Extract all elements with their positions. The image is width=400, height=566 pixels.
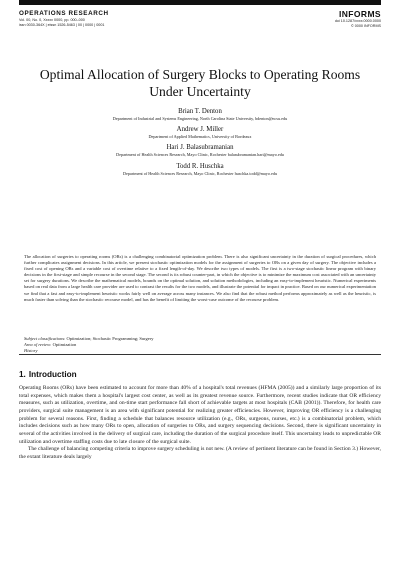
author-block: [20, 108, 380, 121]
area-of-review: Area of review: Optimization: [24, 342, 77, 348]
header-rule: [19, 0, 381, 5]
publisher-logo: INFORMS: [339, 9, 381, 19]
meta-value: Optimization: [52, 342, 77, 348]
header-right: [231, 10, 381, 29]
author-name: Andrew J. Miller: [176, 126, 224, 134]
body-paragraph: Operating Rooms (ORs) have been estimated to account for more than 40% of a hospital's total revenues (HFMA (2005)) and a similarly large proportion of its total expenses, which makes them a hospital's largest cost center, as well as its greatest revenue source. Furthermore, recent studies indicate that OR efficiency measures, such as utilization, overtime, and on-time start performance fall short of achievable targets at most hospitals (CAB (2001)). Therefore, for health care providers, surgical suite management is an area with significant potential for realizing greater efficiencies. However, improving OR efficiency is a challenging problem for several reasons. First, finding a schedule that balances resource utilization (e.g., ORs, surgeons, nurses, etc.) is a combinatorial problem, which includes decisions such as how many ORs to open, allocation of surgeries to ORs, and surgery sequencing decisions. Second, there is significant uncertainty in several of the activities involved in the delivery of surgical care, including the duration of the surgical procedure itself. This uncertainty leads to unpredictable OR utilization and overtime staffing costs due to late closure of the surgical suite.: [19, 385, 381, 445]
section-body: [19, 385, 381, 462]
journal-header: [19, 0, 381, 44]
header-left: [19, 10, 239, 28]
meta-value: Optimization; Stochastic Programming; Surgery: [66, 336, 154, 341]
abstract-text: The allocation of surgeries to operating rooms (ORs) is a challenging combinatorial optimization problem. There is also significant uncertainty in the duration of surgical procedures, which further complicates assignment decisions. In this article, we present stochastic optimization models for the assignment of surgeries to ORs on a given day of surgery. The objective includes a fixed cost of opening ORs and a variable cost of overtime relative to a fixed length-of-day. We describe two types of models. The first is a two-stage stochastic linear program with binary decisions in the first-stage and simple recourse in the second stage. The second is its robust counter-part, in which the objective is to minimize the maximum cost associated with an uncertainty set for surgery durations. We describe the mathematical models, bounds on the optimal solution, and solution methodologies, including an easy-to-implement heuristic. Numerical experiments based on real data from a large health care provider are used to contrast the results for the two models, and illustrate the potential for impact in practice. Based on our numerical experimentation we find that a fast and easy-to-implement heuristic works fairly well on average across many instances. We also find that the robust method performs approximately as well as the heuristic, is much faster than solving than the stochastic recourse model, and has the benefit of limiting the worst-case outcome of the recourse problem.: [24, 254, 376, 302]
section-heading: [19, 370, 77, 380]
subject-classifications: Subject classifications: Optimization; Stochastic Programming; Surgery: [24, 336, 154, 341]
author-affiliation: Department of Applied Mathematics, University of Bordeaux: [148, 134, 252, 140]
volume-line: Vol. 00, No. 0, Xxxxx 0000, pp. 000–000: [19, 18, 85, 22]
article-metadata: [24, 336, 376, 354]
author-name: Hari J. Balasubramanian: [166, 144, 234, 152]
author-block: [20, 126, 380, 139]
issn-line: issn 0030-364X | eissn 1526-5463 | 00 | 0000 | 0001: [19, 22, 105, 27]
journal-name: OPERATIONS RESEARCH: [19, 10, 109, 17]
author-affiliation: Department of Health Sciences Research, Mayo Clinic, Rochester balasubramanian.hari@mayo.edu: [116, 152, 284, 158]
author-name: Brian T. Denton: [178, 108, 222, 115]
author-block: [20, 163, 380, 176]
body-paragraph: The challenge of balancing competing criteria to improve surgery scheduling is not new. (A review of pertinent literature can be found in Section 3.) However, the extant literature deals largely: [19, 446, 381, 460]
section-title: Introduction: [28, 370, 77, 379]
meta-label: History: [24, 348, 38, 354]
author-affiliation: Department of Industrial and Systems Engineering, North Carolina State University, bdenton@ncsu.edu: [112, 116, 288, 121]
copyright-line: © 0000 INFORMS: [351, 23, 381, 28]
author-block: [20, 144, 380, 157]
doi-line: doi 10.1287/xxxx.0000.0000: [334, 19, 381, 23]
author-affiliation: Department of Health Sciences Research, Mayo Clinic, Rochester huschka.todd@mayo.edu: [122, 170, 278, 176]
meta-label: Area of review: [24, 342, 51, 348]
section-divider: [19, 354, 381, 355]
meta-label: Subject classifications: [24, 336, 65, 341]
paper-title: Optimal Allocation of Surgery Blocks to Operating Rooms Under Uncertainty: [39, 67, 361, 99]
author-list: [20, 108, 380, 181]
author-name: Todd R. Huschka: [176, 162, 224, 170]
section-number: 1.: [19, 370, 26, 379]
